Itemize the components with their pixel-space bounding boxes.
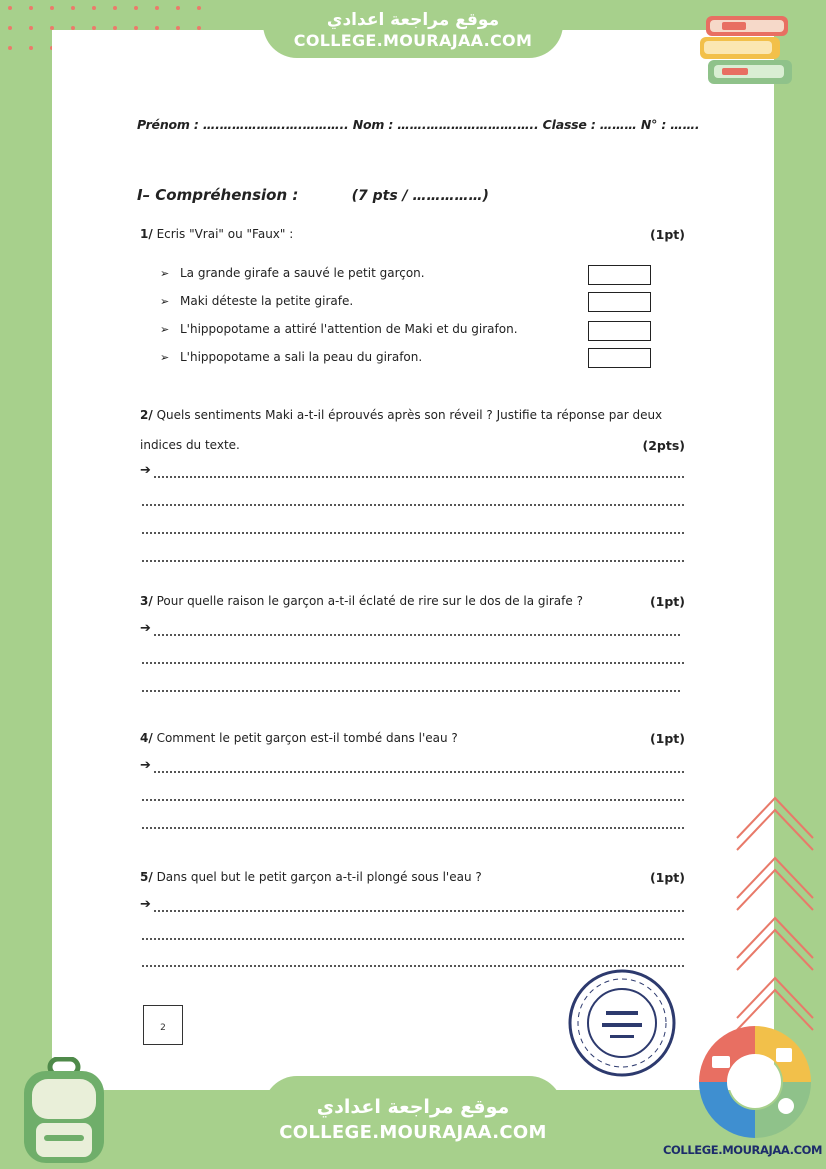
answer-line[interactable] [142,652,684,664]
answer-arrow: ➔ [140,621,151,636]
chevron-icon [733,790,818,1040]
stamp-seal [566,967,678,1079]
question-2: 2/ Quels sentiments Maki a-t-il éprouvés après son réveil ? Justifie ta réponse par deux [140,408,663,422]
site-url[interactable]: COLLEGE.MOURAJAA.COM [293,31,533,50]
answer-box-2[interactable] [588,292,651,312]
question-3-text: Pour quelle raison le garçon a-t-il éclaté de rire sur le dos de la girafe ? [156,594,583,608]
statement-2: ➢ Maki déteste la petite girafe. [160,294,354,308]
footer-url[interactable]: COLLEGE.MOURAJAA.COM [663,1143,823,1157]
site-banner-bottom [263,1076,563,1169]
student-info-line: Prénom : ….…………….….……….. Nom : …….………………….….. Classe : ……… N° : ……. [137,117,700,132]
site-arabic-name: موقع مراجعة اعدادي [326,10,500,30]
question-5-points: (1pt) [649,870,685,885]
answer-line[interactable] [142,522,684,534]
question-2-line2: indices du texte. (2pts) [140,438,685,453]
school-circle-icon [694,1022,816,1142]
question-4: 4/ Comment le petit garçon est-il tombé dans l'eau ? (1pt) [140,731,685,746]
answer-line[interactable] [154,624,680,636]
page-number: 2 [143,1005,183,1045]
answer-line[interactable] [142,817,684,829]
statement-1: ➢ La grande girafe a sauvé le petit garçon. [160,266,425,280]
site-banner-top [263,0,563,58]
section-points: (7 pts / ……………) [351,188,489,204]
site-arabic-name-bottom: موقع مراجعة اعدادي [316,1096,510,1118]
question-5: 5/ Dans quel but le petit garçon a-t-il plongé sous l'eau ? (1pt) [140,870,685,885]
answer-line[interactable] [154,900,684,912]
answer-box-1[interactable] [588,265,651,285]
answer-box-4[interactable] [588,348,651,368]
answer-line[interactable] [154,466,684,478]
answer-box-3[interactable] [588,321,651,341]
statement-3: ➢ L'hippopotame a attiré l'attention de Maki et du girafon. [160,322,518,336]
statement-4: ➢ L'hippopotame a sali la peau du girafon. [160,350,423,364]
answer-line[interactable] [142,680,680,692]
section-heading [137,186,489,204]
answer-line[interactable] [142,789,684,801]
answer-line[interactable] [142,955,684,967]
books-icon [694,12,799,94]
section-title: I– Compréhension : [137,186,299,204]
question-2-points: (2pts) [642,438,685,453]
question-4-points: (1pt) [649,731,685,746]
question-3: 3/ Pour quelle raison le garçon a-t-il éclaté de rire sur le dos de la girafe ? (1pt) [140,594,685,609]
answer-line[interactable] [142,928,684,940]
question-5-text: Dans quel but le petit garçon a-t-il plongé sous l'eau ? [156,870,482,884]
backpack-icon [14,1057,114,1167]
question-2-text: Quels sentiments Maki a-t-il éprouvés après son réveil ? Justifie ta réponse par deux [156,408,663,422]
question-1-text: Ecris "Vrai" ou "Faux" : [156,227,294,241]
question-4-text: Comment le petit garçon est-il tombé dans l'eau ? [156,731,458,745]
answer-line[interactable] [142,550,684,562]
question-3-points: (1pt) [649,594,685,609]
answer-line[interactable] [142,494,684,506]
answer-arrow: ➔ [140,897,151,912]
site-url-bottom[interactable]: COLLEGE.MOURAJAA.COM [279,1122,547,1143]
answer-line[interactable] [154,761,684,773]
answer-arrow: ➔ [140,463,151,478]
question-1: 1/ Ecris "Vrai" ou "Faux" : (1pt) [140,227,685,242]
answer-arrow: ➔ [140,758,151,773]
question-1-points: (1pt) [649,227,685,242]
